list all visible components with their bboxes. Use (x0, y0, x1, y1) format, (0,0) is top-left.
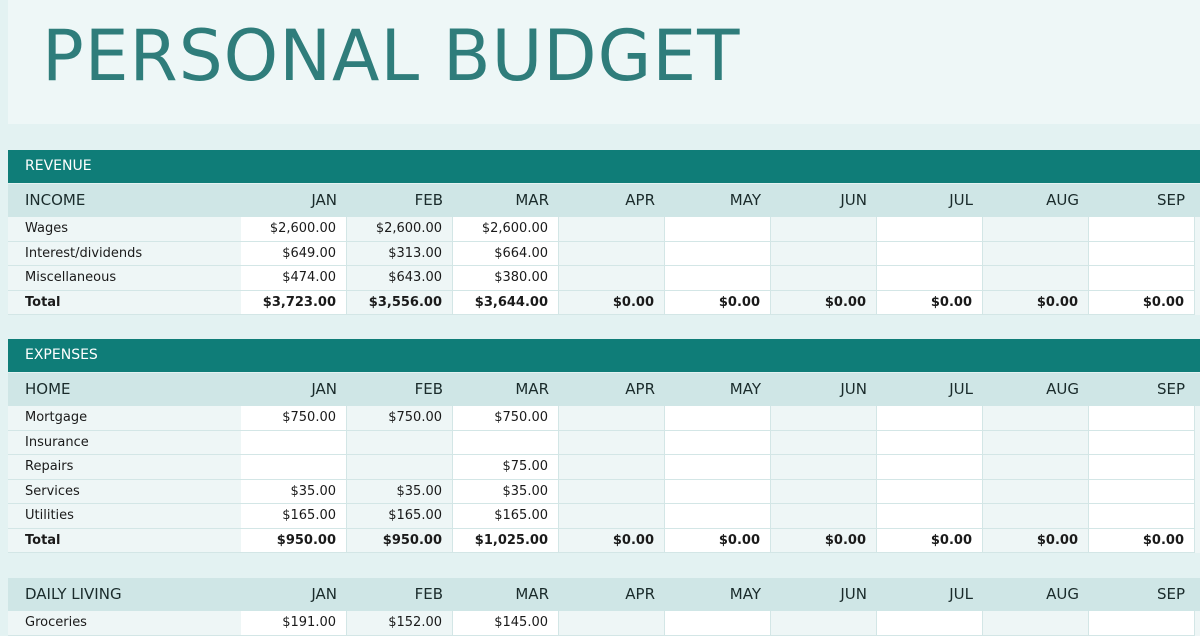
cell-jul[interactable] (877, 406, 983, 431)
cell-feb[interactable] (347, 611, 453, 636)
cell-value: $2,600.00 (375, 221, 442, 236)
home-row (8, 504, 1200, 529)
row-label: Total (8, 529, 241, 554)
month-header-mar: MAR (515, 191, 549, 209)
cell-aug[interactable] (983, 455, 1089, 480)
cell-sep[interactable] (1089, 480, 1195, 505)
cell-value: $950.00 (276, 532, 336, 548)
month-header-jun: JUN (840, 380, 867, 398)
cell-sep[interactable] (1089, 431, 1195, 456)
cell-sep[interactable] (1089, 504, 1195, 529)
cell-jan[interactable] (241, 611, 347, 636)
cell-value: $474.00 (282, 270, 336, 285)
cell-feb[interactable] (347, 455, 453, 480)
month-header-jul: JUL (949, 380, 973, 398)
cell-feb[interactable] (347, 266, 453, 291)
month-header-jan: JAN (311, 380, 337, 398)
cell-jun[interactable] (771, 504, 877, 529)
cell-jul[interactable] (877, 291, 983, 316)
row-label: Utilities (8, 504, 241, 529)
home-total-row (8, 529, 1200, 554)
row-label: Wages (8, 217, 241, 242)
cell-value: $1,025.00 (474, 532, 548, 548)
cell-may[interactable] (665, 242, 771, 267)
cell-value: $0.00 (718, 294, 760, 310)
page-title: PERSONAL BUDGET (42, 15, 741, 97)
cell-aug[interactable] (983, 266, 1089, 291)
cell-sep[interactable] (1089, 406, 1195, 431)
month-header-aug: AUG (1046, 585, 1079, 603)
cell-value: $0.00 (930, 294, 972, 310)
cell-may[interactable] (665, 431, 771, 456)
cell-jun[interactable] (771, 431, 877, 456)
group-label: HOME (25, 380, 71, 398)
row-label: Total (8, 291, 241, 316)
daily-living-header-row (8, 578, 1200, 611)
group-label: DAILY LIVING (25, 585, 122, 603)
cell-jan[interactable] (241, 480, 347, 505)
cell-value: $35.00 (290, 483, 336, 499)
row-label: Services (8, 480, 241, 505)
cell-apr[interactable] (559, 291, 665, 316)
cell-may[interactable] (665, 291, 771, 316)
cell-value: $165.00 (494, 508, 548, 523)
cell-apr[interactable] (559, 217, 665, 242)
month-header-may: MAY (729, 191, 761, 209)
cell-jul[interactable] (877, 480, 983, 505)
month-header-feb: FEB (414, 191, 443, 209)
month-header-aug: AUG (1046, 380, 1079, 398)
cell-feb[interactable] (347, 431, 453, 456)
cell-jul[interactable] (877, 217, 983, 242)
row-label: Insurance (8, 431, 241, 456)
cell-value: $165.00 (388, 508, 442, 523)
cell-mar[interactable] (453, 431, 559, 456)
cell-may[interactable] (665, 266, 771, 291)
cell-value: $0.00 (1142, 532, 1184, 548)
cell-apr[interactable] (559, 529, 665, 554)
group-label: INCOME (25, 191, 86, 209)
cell-value: $2,600.00 (481, 221, 548, 236)
income-row (8, 217, 1200, 242)
cell-aug[interactable] (983, 217, 1089, 242)
income-row (8, 266, 1200, 291)
cell-jan[interactable] (241, 266, 347, 291)
cell-feb[interactable] (347, 529, 453, 554)
cell-sep[interactable] (1089, 611, 1195, 636)
cell-jul[interactable] (877, 242, 983, 267)
month-header-mar: MAR (515, 585, 549, 603)
cell-mar[interactable] (453, 455, 559, 480)
cell-value: $75.00 (502, 459, 548, 474)
cell-may[interactable] (665, 217, 771, 242)
cell-aug[interactable] (983, 242, 1089, 267)
revenue-section-bar: REVENUE (8, 150, 1200, 183)
cell-apr[interactable] (559, 266, 665, 291)
income-total-row (8, 291, 1200, 316)
cell-value: $950.00 (382, 532, 442, 548)
month-header-jun: JUN (840, 585, 867, 603)
cell-sep[interactable] (1089, 242, 1195, 267)
cell-apr[interactable] (559, 406, 665, 431)
cell-jun[interactable] (771, 242, 877, 267)
cell-value: $643.00 (388, 270, 442, 285)
cell-jan[interactable] (241, 406, 347, 431)
home-header-row (8, 373, 1200, 406)
cell-feb[interactable] (347, 217, 453, 242)
cell-value: $0.00 (824, 294, 866, 310)
month-header-apr: APR (625, 191, 655, 209)
cell-jul[interactable] (877, 266, 983, 291)
cell-feb[interactable] (347, 291, 453, 316)
cell-mar[interactable] (453, 217, 559, 242)
income-row (8, 242, 1200, 267)
cell-value: $750.00 (494, 410, 548, 425)
cell-value: $2,600.00 (269, 221, 336, 236)
cell-value: $165.00 (282, 508, 336, 523)
cell-apr[interactable] (559, 242, 665, 267)
cell-value: $750.00 (388, 410, 442, 425)
cell-value: $0.00 (824, 532, 866, 548)
cell-mar[interactable] (453, 242, 559, 267)
home-row (8, 406, 1200, 431)
month-header-apr: APR (625, 585, 655, 603)
cell-feb[interactable] (347, 406, 453, 431)
cell-apr[interactable] (559, 611, 665, 636)
cell-value: $0.00 (718, 532, 760, 548)
cell-value: $649.00 (282, 245, 336, 261)
month-header-jun: JUN (840, 191, 867, 209)
cell-aug[interactable] (983, 529, 1089, 554)
cell-mar[interactable] (453, 529, 559, 554)
cell-jun[interactable] (771, 291, 877, 316)
month-header-jul: JUL (949, 191, 973, 209)
cell-aug[interactable] (983, 431, 1089, 456)
month-header-jan: JAN (311, 585, 337, 603)
cell-may[interactable] (665, 480, 771, 505)
month-header-sep: SEP (1156, 191, 1185, 209)
title-area (8, 0, 1200, 124)
month-header-may: MAY (729, 380, 761, 398)
cell-jan[interactable] (241, 529, 347, 554)
cell-apr[interactable] (559, 504, 665, 529)
cell-aug[interactable] (983, 480, 1089, 505)
cell-jun[interactable] (771, 455, 877, 480)
cell-jan[interactable] (241, 242, 347, 267)
month-header-jan: JAN (311, 191, 337, 209)
cell-jul[interactable] (877, 455, 983, 480)
cell-sep[interactable] (1089, 217, 1195, 242)
cell-feb[interactable] (347, 504, 453, 529)
cell-mar[interactable] (453, 266, 559, 291)
income-header-row (8, 184, 1200, 217)
cell-value: $0.00 (1142, 294, 1184, 310)
month-header-sep: SEP (1156, 380, 1185, 398)
cell-mar[interactable] (453, 504, 559, 529)
home-row (8, 455, 1200, 480)
cell-aug[interactable] (983, 291, 1089, 316)
cell-jul[interactable] (877, 529, 983, 554)
cell-apr[interactable] (559, 431, 665, 456)
month-header-feb: FEB (414, 585, 443, 603)
cell-jun[interactable] (771, 480, 877, 505)
cell-sep[interactable] (1089, 529, 1195, 554)
cell-aug[interactable] (983, 406, 1089, 431)
row-label: Mortgage (8, 406, 241, 431)
cell-may[interactable] (665, 611, 771, 636)
cell-sep[interactable] (1089, 291, 1195, 316)
month-header-apr: APR (625, 380, 655, 398)
cell-feb[interactable] (347, 242, 453, 267)
cell-value: $191.00 (282, 615, 336, 630)
cell-jun[interactable] (771, 266, 877, 291)
cell-value: $0.00 (1036, 294, 1078, 310)
cell-value: $35.00 (502, 483, 548, 499)
cell-mar[interactable] (453, 406, 559, 431)
cell-feb[interactable] (347, 480, 453, 505)
cell-value: $152.00 (388, 615, 442, 630)
cell-jan[interactable] (241, 431, 347, 456)
cell-sep[interactable] (1089, 455, 1195, 480)
cell-mar[interactable] (453, 611, 559, 636)
cell-value: $3,644.00 (474, 294, 548, 310)
cell-value: $145.00 (494, 615, 548, 630)
cell-value: $0.00 (930, 532, 972, 548)
cell-value: $750.00 (282, 410, 336, 425)
month-header-feb: FEB (414, 380, 443, 398)
month-header-may: MAY (729, 585, 761, 603)
cell-may[interactable] (665, 529, 771, 554)
home-row (8, 480, 1200, 505)
daily-living-row (8, 611, 1200, 636)
cell-jun[interactable] (771, 406, 877, 431)
cell-jul[interactable] (877, 504, 983, 529)
cell-jul[interactable] (877, 611, 983, 636)
cell-value: $0.00 (1036, 532, 1078, 548)
cell-jun[interactable] (771, 217, 877, 242)
cell-may[interactable] (665, 406, 771, 431)
cell-jun[interactable] (771, 529, 877, 554)
cell-jan[interactable] (241, 504, 347, 529)
cell-may[interactable] (665, 455, 771, 480)
month-header-sep: SEP (1156, 585, 1185, 603)
cell-may[interactable] (665, 504, 771, 529)
row-label: Groceries (8, 611, 241, 636)
cell-jan[interactable] (241, 455, 347, 480)
home-row (8, 431, 1200, 456)
month-header-jul: JUL (949, 585, 973, 603)
row-label: Repairs (8, 455, 241, 480)
expenses-section-bar: EXPENSES (8, 339, 1200, 372)
cell-value: $35.00 (396, 483, 442, 499)
cell-value: $380.00 (494, 270, 548, 285)
cell-value: $3,556.00 (368, 294, 442, 310)
cell-value: $313.00 (388, 245, 442, 261)
cell-apr[interactable] (559, 480, 665, 505)
cell-value: $0.00 (612, 532, 654, 548)
cell-value: $664.00 (494, 245, 548, 261)
cell-mar[interactable] (453, 291, 559, 316)
row-label: Interest/dividends (8, 242, 241, 267)
cell-jun[interactable] (771, 611, 877, 636)
month-header-mar: MAR (515, 380, 549, 398)
cell-value: $3,723.00 (262, 294, 336, 310)
cell-apr[interactable] (559, 455, 665, 480)
cell-jan[interactable] (241, 291, 347, 316)
cell-sep[interactable] (1089, 266, 1195, 291)
cell-jan[interactable] (241, 217, 347, 242)
row-label: Miscellaneous (8, 266, 241, 291)
cell-mar[interactable] (453, 480, 559, 505)
cell-aug[interactable] (983, 504, 1089, 529)
month-header-aug: AUG (1046, 191, 1079, 209)
cell-jul[interactable] (877, 431, 983, 456)
cell-value: $0.00 (612, 294, 654, 310)
cell-aug[interactable] (983, 611, 1089, 636)
